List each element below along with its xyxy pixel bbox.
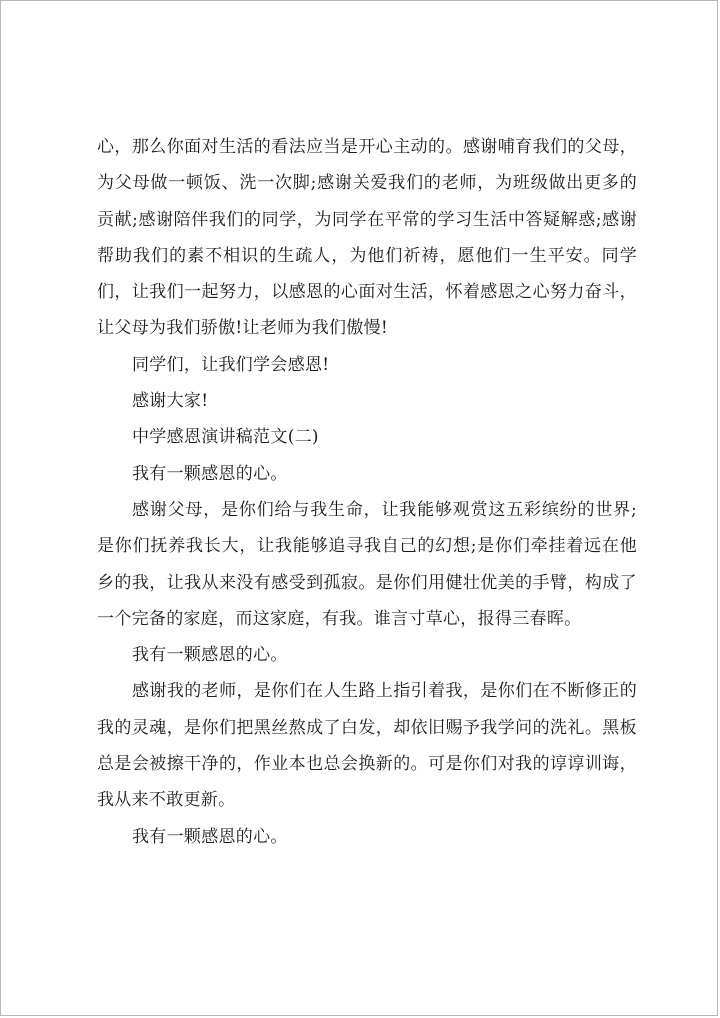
paragraph-teachers: 感谢我的老师，是你们在人生路上指引着我，是你们在不断修正的我的灵魂，是你们把黑丝熬成了白发，却依旧赐予我学问的洗礼。黑板总是会被擦干净的，作业本也总会换新的。可是你们对我的谆谆训诲，我从来不敢更新。: [97, 681, 637, 811]
paragraph-parents: 感谢父母，是你们给与我生命，让我能够观赏这五彩缤纷的世界;是你们抚养我长大，让我能够追寻我自己的幻想;是你们牵挂着远在他乡的我，让我从来没有感受到孤寂。是你们用健壮优美的手臂，构成了一个完备的家庭，而这家庭，有我。谁言寸草心，报得三春晖。: [97, 499, 637, 629]
paragraph-refrain: 我有一颗感恩的心。: [132, 826, 288, 847]
section-heading: 中学感恩演讲稿范文(二): [132, 427, 319, 448]
paragraph-refrain: 我有一颗感恩的心。: [132, 463, 288, 484]
paragraph-call-to-learn: 同学们，让我们学会感恩!: [132, 354, 330, 375]
paragraph-thanks: 感谢大家!: [132, 391, 209, 412]
document-body: [97, 129, 637, 855]
paragraph-refrain: 我有一颗感恩的心。: [132, 645, 288, 666]
paragraph-continuation: 心，那么你面对生活的看法应当是开心主动的。感谢哺育我们的父母，为父母做一顿饭、洗一次脚;感谢关爱我们的老师，为班级做出更多的贡献;感谢陪伴我们的同学，为同学在平常的学习生活中答疑解惑;感谢帮助我们的素不相识的生疏人，为他们祈祷，愿他们一生平安。同学们，让我们一起努力，以感恩的心面对生活，怀着感恩之心努力奋斗，让父母为我们骄傲!让老师为我们傲慢!: [97, 137, 637, 339]
